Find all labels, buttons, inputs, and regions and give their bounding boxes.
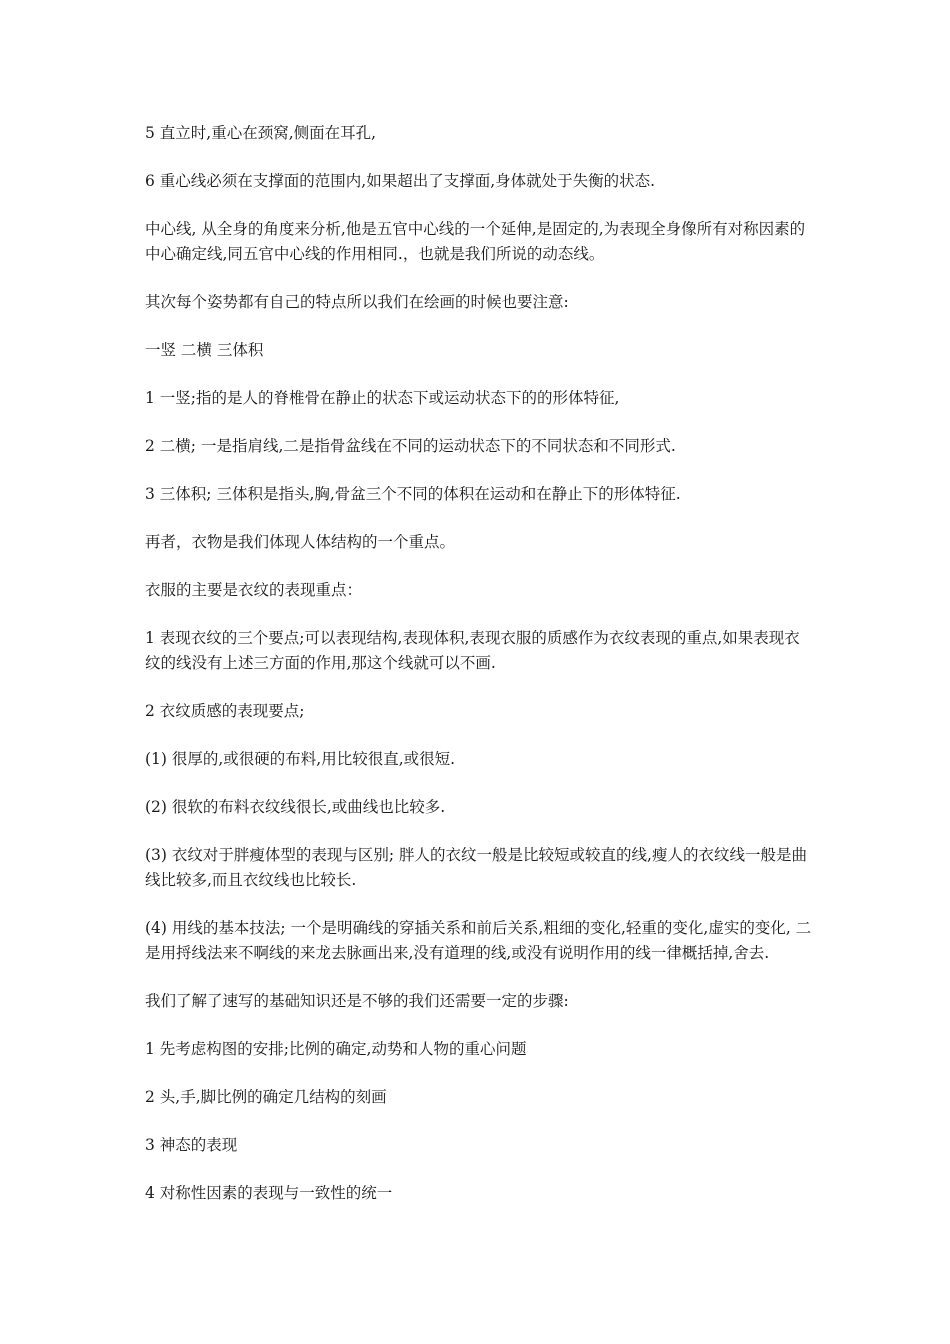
paragraph-one-vertical: 1 一竖;指的是人的脊椎骨在静止的状态下或运动状态下的的形体特征, [145, 389, 620, 407]
paragraph-vertical-horizontal-volume: 一竖 二横 三体积 [145, 341, 264, 359]
paragraph-two-horizontal: 2 二横; 一是指肩线,二是指骨盆线在不同的运动状态下的不同状态和不同形式. [145, 437, 676, 455]
paragraph-three-volumes: 3 三体积; 三体积是指头,胸,骨盆三个不同的体积在运动和在静止下的形体特征. [145, 485, 681, 503]
paragraph-step-composition: 1 先考虑构图的安排;比例的确定,动势和人物的重心问题 [145, 1040, 527, 1058]
paragraph-gravity-line-support: 6 重心线必须在支撑面的范围内,如果超出了支撑面,身体就处于失衡的状态. [145, 172, 656, 190]
paragraph-pose-features: 其次每个姿势都有自己的特点所以我们在绘画的时候也要注意: [145, 293, 569, 311]
paragraph-step-expression: 3 神态的表现 [145, 1136, 238, 1154]
paragraph-center-line: 中心线, 从全身的角度来分析,他是五官中心线的一个延伸,是固定的,为表现全身像所有对称因素的中心确定线,同五官中心线的作用相同.，也就是我们所说的动态线。 [145, 220, 806, 263]
paragraph-line-technique: (4) 用线的基本技法; 一个是明确线的穿插关系和前后关系,粗细的变化,轻重的变化,虚实的变化, 二是用捋线法来不啊线的来龙去脉画出来,没有道理的线,或没有说明作用的线一律概括掉,舍去. [145, 919, 812, 962]
paragraph-thick-fabric: (1) 很厚的,或很硬的布料,用比较很直,或很短. [145, 750, 456, 768]
paragraph-step-symmetry: 4 对称性因素的表现与一致性的统一 [145, 1184, 393, 1202]
paragraph-body-type-folds: (3) 衣纹对于胖瘦体型的表现与区别; 胖人的衣纹一般是比较短或较直的线,瘦人的衣纹线一般是曲线比较多,而且衣纹线也比较长. [145, 846, 807, 889]
paragraph-fold-three-points: 1 表现衣纹的三个要点;可以表现结构,表现体积,表现衣服的质感作为衣纹表现的重点,如果表现衣纹的线没有上述三方面的作用,那这个线就可以不画. [145, 629, 800, 672]
paragraph-fold-texture-points: 2 衣纹质感的表现要点; [145, 702, 305, 720]
paragraph-clothing-key: 再者，衣物是我们体现人体结构的一个重点。 [145, 533, 456, 551]
paragraph-steps-intro: 我们了解了速写的基础知识还是不够的我们还需要一定的步骤: [145, 992, 569, 1010]
paragraph-soft-fabric: (2) 很软的布料衣纹线很长,或曲线也比较多. [145, 798, 446, 816]
paragraph-clothing-folds-focus: 衣服的主要是衣纹的表现重点： [145, 581, 363, 599]
document-body [145, 121, 813, 1229]
paragraph-center-of-gravity-standing: 5 直立时,重心在颈窝,侧面在耳孔, [145, 124, 377, 142]
paragraph-step-proportions: 2 头,手,脚比例的确定几结构的刻画 [145, 1088, 387, 1106]
